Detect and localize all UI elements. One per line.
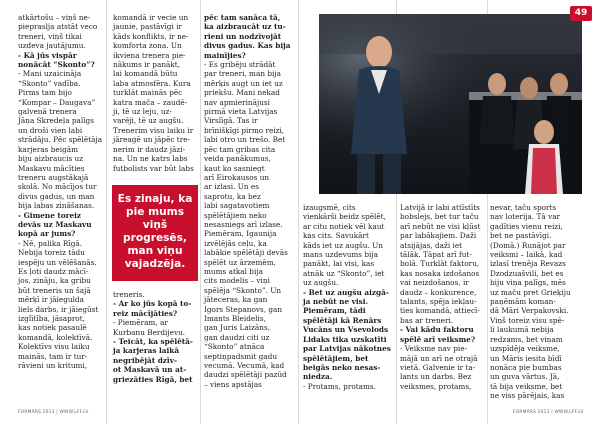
text-line: paņēmām koman- (490, 297, 556, 307)
text-line: labi sagatavotiem (204, 201, 270, 211)
text-line: mērķis augt un iet uz (204, 78, 283, 88)
text-line: – viens apstājas (204, 379, 262, 389)
text-line: par treneri, man bija (204, 69, 281, 79)
question-line: reiz mācījāties? (113, 308, 178, 318)
text-line: biju aizbraucis uz (18, 154, 84, 164)
footer-right: FORMĀRS 2013 | WWW.LFF.LV (513, 410, 584, 415)
question-line: devās uz Maskavu (18, 219, 92, 229)
text-line: lai komandā būtu (113, 69, 178, 79)
text-line: saprotu, ka bez (204, 191, 261, 201)
question-line: beigās neko nesas- (303, 362, 381, 372)
text-line: Igors Stepanovs, gan (204, 304, 283, 314)
pull-quote (112, 185, 198, 281)
text-line: mainās, tam ir tur- (18, 351, 88, 361)
text-line: skolā. No mācījos tur (18, 182, 97, 192)
question-line: spēlētājiem, bet (303, 353, 369, 363)
text-line: Imants Bleidelis, (204, 314, 266, 323)
article-column-4 (303, 203, 395, 391)
photo-credit: FOTO: Zigismunds Zālmanis (488, 195, 564, 201)
text-line: komforta zona. Un (113, 41, 182, 51)
article-column-1 (18, 13, 104, 370)
text-line: Nebija toreiz tādu (18, 248, 85, 258)
column-rule (298, 0, 299, 424)
text-line: jāreaģē un jāpēc tre- (113, 135, 191, 145)
article-column-5 (400, 203, 486, 391)
text-line: iespēju un vēlēšanās. (18, 257, 97, 267)
text-line: kas nosaka izdošanos (400, 268, 480, 278)
text-line: izaugsmē, cits (303, 203, 356, 212)
text-line: tā bija veiksme, bet (490, 381, 563, 391)
text-line: uz maču pret Grieķiju (490, 287, 571, 297)
text-line: un guva vārtus. Jā, (490, 372, 560, 382)
text-line: atsijājas, daži iet (400, 240, 463, 250)
question-line: kopā ar jums? (18, 229, 76, 239)
pull-quote-line: man viņu (127, 245, 183, 257)
text-line: nākums ir panākt, (113, 60, 181, 70)
text-line: gan daudzi citi uz (204, 332, 270, 342)
text-line: tālāk. Tāpat arī fut- (400, 250, 472, 260)
page-number: 49 (570, 6, 592, 21)
text-line: - Piemēram, ar (113, 318, 168, 328)
text-line: liels darbs, ir jāiegūst (18, 304, 99, 314)
text-line: na. Un ne katrs labs (113, 154, 188, 164)
text-line: ikviena trenera pie- (113, 50, 186, 60)
article-column-3 (204, 13, 296, 389)
footer-left: FORMĀRS 2013 | WWW.LFF.LV (18, 410, 89, 415)
question-line: pēc tam sanāca tā, (204, 13, 281, 22)
text-line: - Veiksme nav pie- (400, 344, 468, 354)
text-line: nevar, taču sports (490, 203, 557, 212)
text-line: biju viņa palīgs, mēs (490, 278, 566, 288)
text-line: Es ļoti daudz mācī- (18, 266, 89, 276)
text-line: karjeras beigām (18, 144, 79, 154)
question-line: ja karjeras laikā (113, 346, 180, 356)
text-line: bas ar treneri. (400, 315, 454, 325)
text-line: kaut ko sasniegt (204, 163, 265, 173)
question-line: ka aizbraucāt uz tu- (204, 22, 286, 32)
text-line: atnāk uz “Skonto”, iet (303, 268, 385, 278)
text-line: izvēlējās ceļu, ka (204, 238, 267, 248)
question-line: spēlē arī veiksme? (400, 334, 476, 344)
text-line: atkārtošu – viņš ne- (18, 13, 91, 22)
text-line: Kurbanu Berdijevu. (113, 327, 186, 337)
text-line: spēlēja “Skonto”. Un (204, 285, 282, 295)
text-line: - Es gribēju strādāt (204, 60, 276, 70)
text-line: laba atmosfēra. Kura (113, 78, 191, 88)
text-line: veiksmi – laikā, kad (490, 250, 563, 260)
text-line: mans uzdevums bija (303, 250, 378, 260)
text-line: septiņpadsmit gadu (204, 351, 278, 361)
text-line: redzams, bet viņam (490, 334, 563, 344)
text-line: arī Eirokausos un (204, 172, 270, 182)
text-line: ne viss pārējais, kas (490, 391, 565, 401)
text-line: pēc tam gribas cita (204, 144, 276, 154)
text-line: brīnišķīgi pirmo reizi, (204, 125, 285, 135)
text-line: un Māris iesita bīdī (490, 353, 562, 363)
pull-quote-line: Es zinaju, ka (117, 193, 193, 205)
text-line: Jāņa Skredeļa palīgs (18, 116, 94, 126)
article-column-2-bottom (113, 290, 199, 384)
text-line: treneru augstākajā (18, 172, 89, 182)
column-rule (106, 0, 107, 424)
text-line: treneris. (113, 290, 145, 299)
text-line: bolā. Turklāt faktoru, (400, 259, 480, 269)
text-line: uzspīdēja veiksme, (490, 344, 560, 354)
text-line: varēji, tē uz augšu. (113, 116, 184, 126)
question-line: - Kā jūs vispār (18, 50, 77, 60)
text-line: Maskavu mācīties (18, 163, 85, 173)
text-line: vienkārši beidz spēlēt, (303, 212, 386, 222)
text-line: spēlētājiem neko (204, 210, 267, 220)
text-line: treneri, viņš tikai (18, 31, 82, 41)
text-line: Viņš toreiz visu spē- (490, 315, 565, 325)
question-line: Piemēram, tādi (303, 306, 366, 316)
text-line: pirmā vieta Latvijas (204, 107, 278, 117)
text-line: Kolektīvs visu laiku (18, 342, 90, 352)
question-line: mainījies? (204, 50, 246, 60)
question-line: negribējāt dzīv- (113, 355, 177, 365)
text-line: ar izlasi. Un es (204, 182, 259, 192)
text-line: priekšu. Mani nekad (204, 88, 280, 98)
text-line: Pirms tam bijo (18, 88, 72, 98)
question-line: griezāties Rīgā, bet (113, 374, 193, 384)
text-line: - Protams, protams. (303, 381, 376, 391)
text-line: galvenā trenera (18, 107, 77, 117)
text-line: panākt, lai visi, kas (303, 259, 375, 269)
question-line: spēlētāji kā Renārs (303, 315, 382, 325)
text-line: nav apmierinājusi (204, 97, 270, 107)
text-line: bija labas zināšanas. (18, 201, 95, 211)
text-line: kas cits. Savukārt (303, 231, 369, 241)
text-line: mums atkal bija (204, 266, 263, 276)
text-line: (Domā.) Runājot par (490, 240, 566, 250)
text-line: Latvijā ir labi attīstīts (400, 203, 480, 212)
pull-quote-line: vajadzēja. (124, 258, 186, 270)
question-line: niedza. (303, 372, 333, 382)
text-line: divus gadus, un man (18, 191, 95, 201)
article-column-6 (490, 203, 582, 401)
text-line: nesasniegs arī izlase. (204, 219, 283, 229)
text-line: komandā, kolektīvā. (18, 332, 93, 342)
text-line: ar citu notiek vēl kaut (303, 221, 385, 231)
text-line: spēlēt uz ārzemēm, (204, 257, 276, 267)
pull-quote-line: progresēs, (123, 232, 187, 244)
question-line: - Ar ko jūs kopā to- (113, 299, 192, 309)
text-line: “Skonto” atnāca (204, 342, 265, 352)
text-line: uz augšu. (303, 278, 339, 288)
text-line: jāteceras, ka gan (204, 295, 268, 305)
text-line: jos, zināju, ka gribu (18, 276, 91, 286)
question-line: nonācāt “Skonto”? (18, 60, 95, 70)
text-line: futbolists var būt labs (113, 163, 194, 173)
question-line: - Bet uz augšu aizgā- (303, 287, 389, 297)
text-line: mērķī ir jāiegulda (18, 295, 84, 305)
question-line: divus gadus. Kas bija (204, 41, 291, 51)
coach-photo (319, 14, 582, 201)
text-line: arī nebūt ne visi kļūst (400, 221, 481, 231)
question-line: Vucāns un Vsevolods (303, 325, 389, 335)
text-line: turklāt mainās pēc (113, 88, 183, 98)
text-line: lants un darbs. Bez (400, 372, 472, 382)
text-line: gan Juris Laizāns, (204, 323, 271, 333)
question-line: Lidaks tika uzskatīti (303, 334, 387, 344)
text-line: Virslīgā. Tas ir (204, 116, 258, 126)
question-line: - Vai kādu faktoru (400, 325, 474, 335)
text-line: Dzodzuašvili, bet es (490, 268, 564, 278)
text-line: izglītība, jāsaprot, (18, 314, 85, 323)
text-line: Piemēram, Igaunija (204, 229, 277, 239)
question-line: par Latvijas nākotnes (303, 344, 391, 354)
text-line: jaunie, pastāvīgi ir (113, 22, 182, 32)
text-line: - Nē, palika Rīgā. (18, 238, 83, 248)
text-line: labākie spēlētāji devās (204, 248, 288, 258)
text-line: vecumā. Vecumā, kad (204, 361, 285, 371)
text-line: piepraslja atstāt veco (18, 22, 98, 32)
text-line: kāds konflikts, ir ne- (113, 31, 189, 41)
text-line: nerim ir daudz jāzi- (113, 144, 186, 154)
text-line: vai neizdošanos, ir (400, 278, 469, 288)
text-line: mājā un arī ne otrajā (400, 353, 478, 363)
question-line: rieni un nodzīvojāt (204, 31, 282, 41)
column-rule (200, 0, 201, 424)
question-line: ja nebūt ne visi. (303, 297, 369, 307)
question-line: ot Maskavā un at- (113, 365, 187, 375)
text-line: “Skonto” vadība. (18, 78, 81, 88)
text-line: būt treneris un šajā (18, 285, 91, 295)
text-line: “Kompar – Daugava” (18, 97, 96, 107)
text-line: daudzi spēlētāji pazūd (204, 370, 287, 380)
article-column-2-top (113, 13, 199, 173)
text-line: bet ne pastāvīgi. (490, 231, 552, 241)
text-line: labi otro un trešo. Bet (204, 135, 286, 145)
text-line: kas notiek pasaulē (18, 323, 87, 333)
question-line: - Gimene toreiz (18, 210, 82, 220)
text-line: gadīties vienu reizi, (490, 221, 563, 231)
text-line: ties komandā, attiecī- (400, 306, 480, 316)
text-line: cits modelis – viņi (204, 276, 270, 286)
text-line: par labākajiem. Daži (400, 231, 477, 241)
text-line: un droši vien labi (18, 125, 83, 135)
stadium-bench-photo (319, 14, 582, 194)
text-line: talants, spēja iekļau- (400, 297, 477, 307)
text-line: veida panākumus, (204, 154, 271, 164)
text-line: rāvieni un kritumi, (18, 361, 88, 371)
text-line: izlasī trenēja Revazs (490, 259, 566, 269)
text-line: veiksmes, protams, (400, 381, 472, 391)
text-line: ji, tē uz leju, uz- (113, 107, 172, 117)
text-line: dā Māri Verpakovski. (490, 306, 569, 316)
text-line: - Mani uzaicināja (18, 69, 82, 79)
text-line: strādāju. Pēc spēlētāja (18, 135, 103, 145)
text-line: daudz – konkurence, (400, 287, 477, 297)
text-line: uzdeva jautājumu. (18, 41, 86, 51)
text-line: komandā ir vecie un (113, 13, 189, 22)
text-line: vietā. Galvenie ir ta- (400, 362, 476, 372)
text-line: Trenerim visu laiku ir (113, 125, 194, 135)
text-line: bobslejs, bet tur taču (400, 212, 479, 222)
text-line: li laukumā nebija (490, 325, 554, 335)
text-line: nonāca pie bumbas (490, 362, 562, 372)
text-line: kāds iet uz augšu. Un (303, 240, 383, 250)
pull-quote-line: pie mums viņš (125, 206, 184, 231)
text-line: katra mača – zaudē- (113, 97, 188, 107)
text-line: nav loterija. Tā var (490, 212, 561, 222)
question-line: - Teicāt, ka spēlētā- (113, 337, 193, 347)
